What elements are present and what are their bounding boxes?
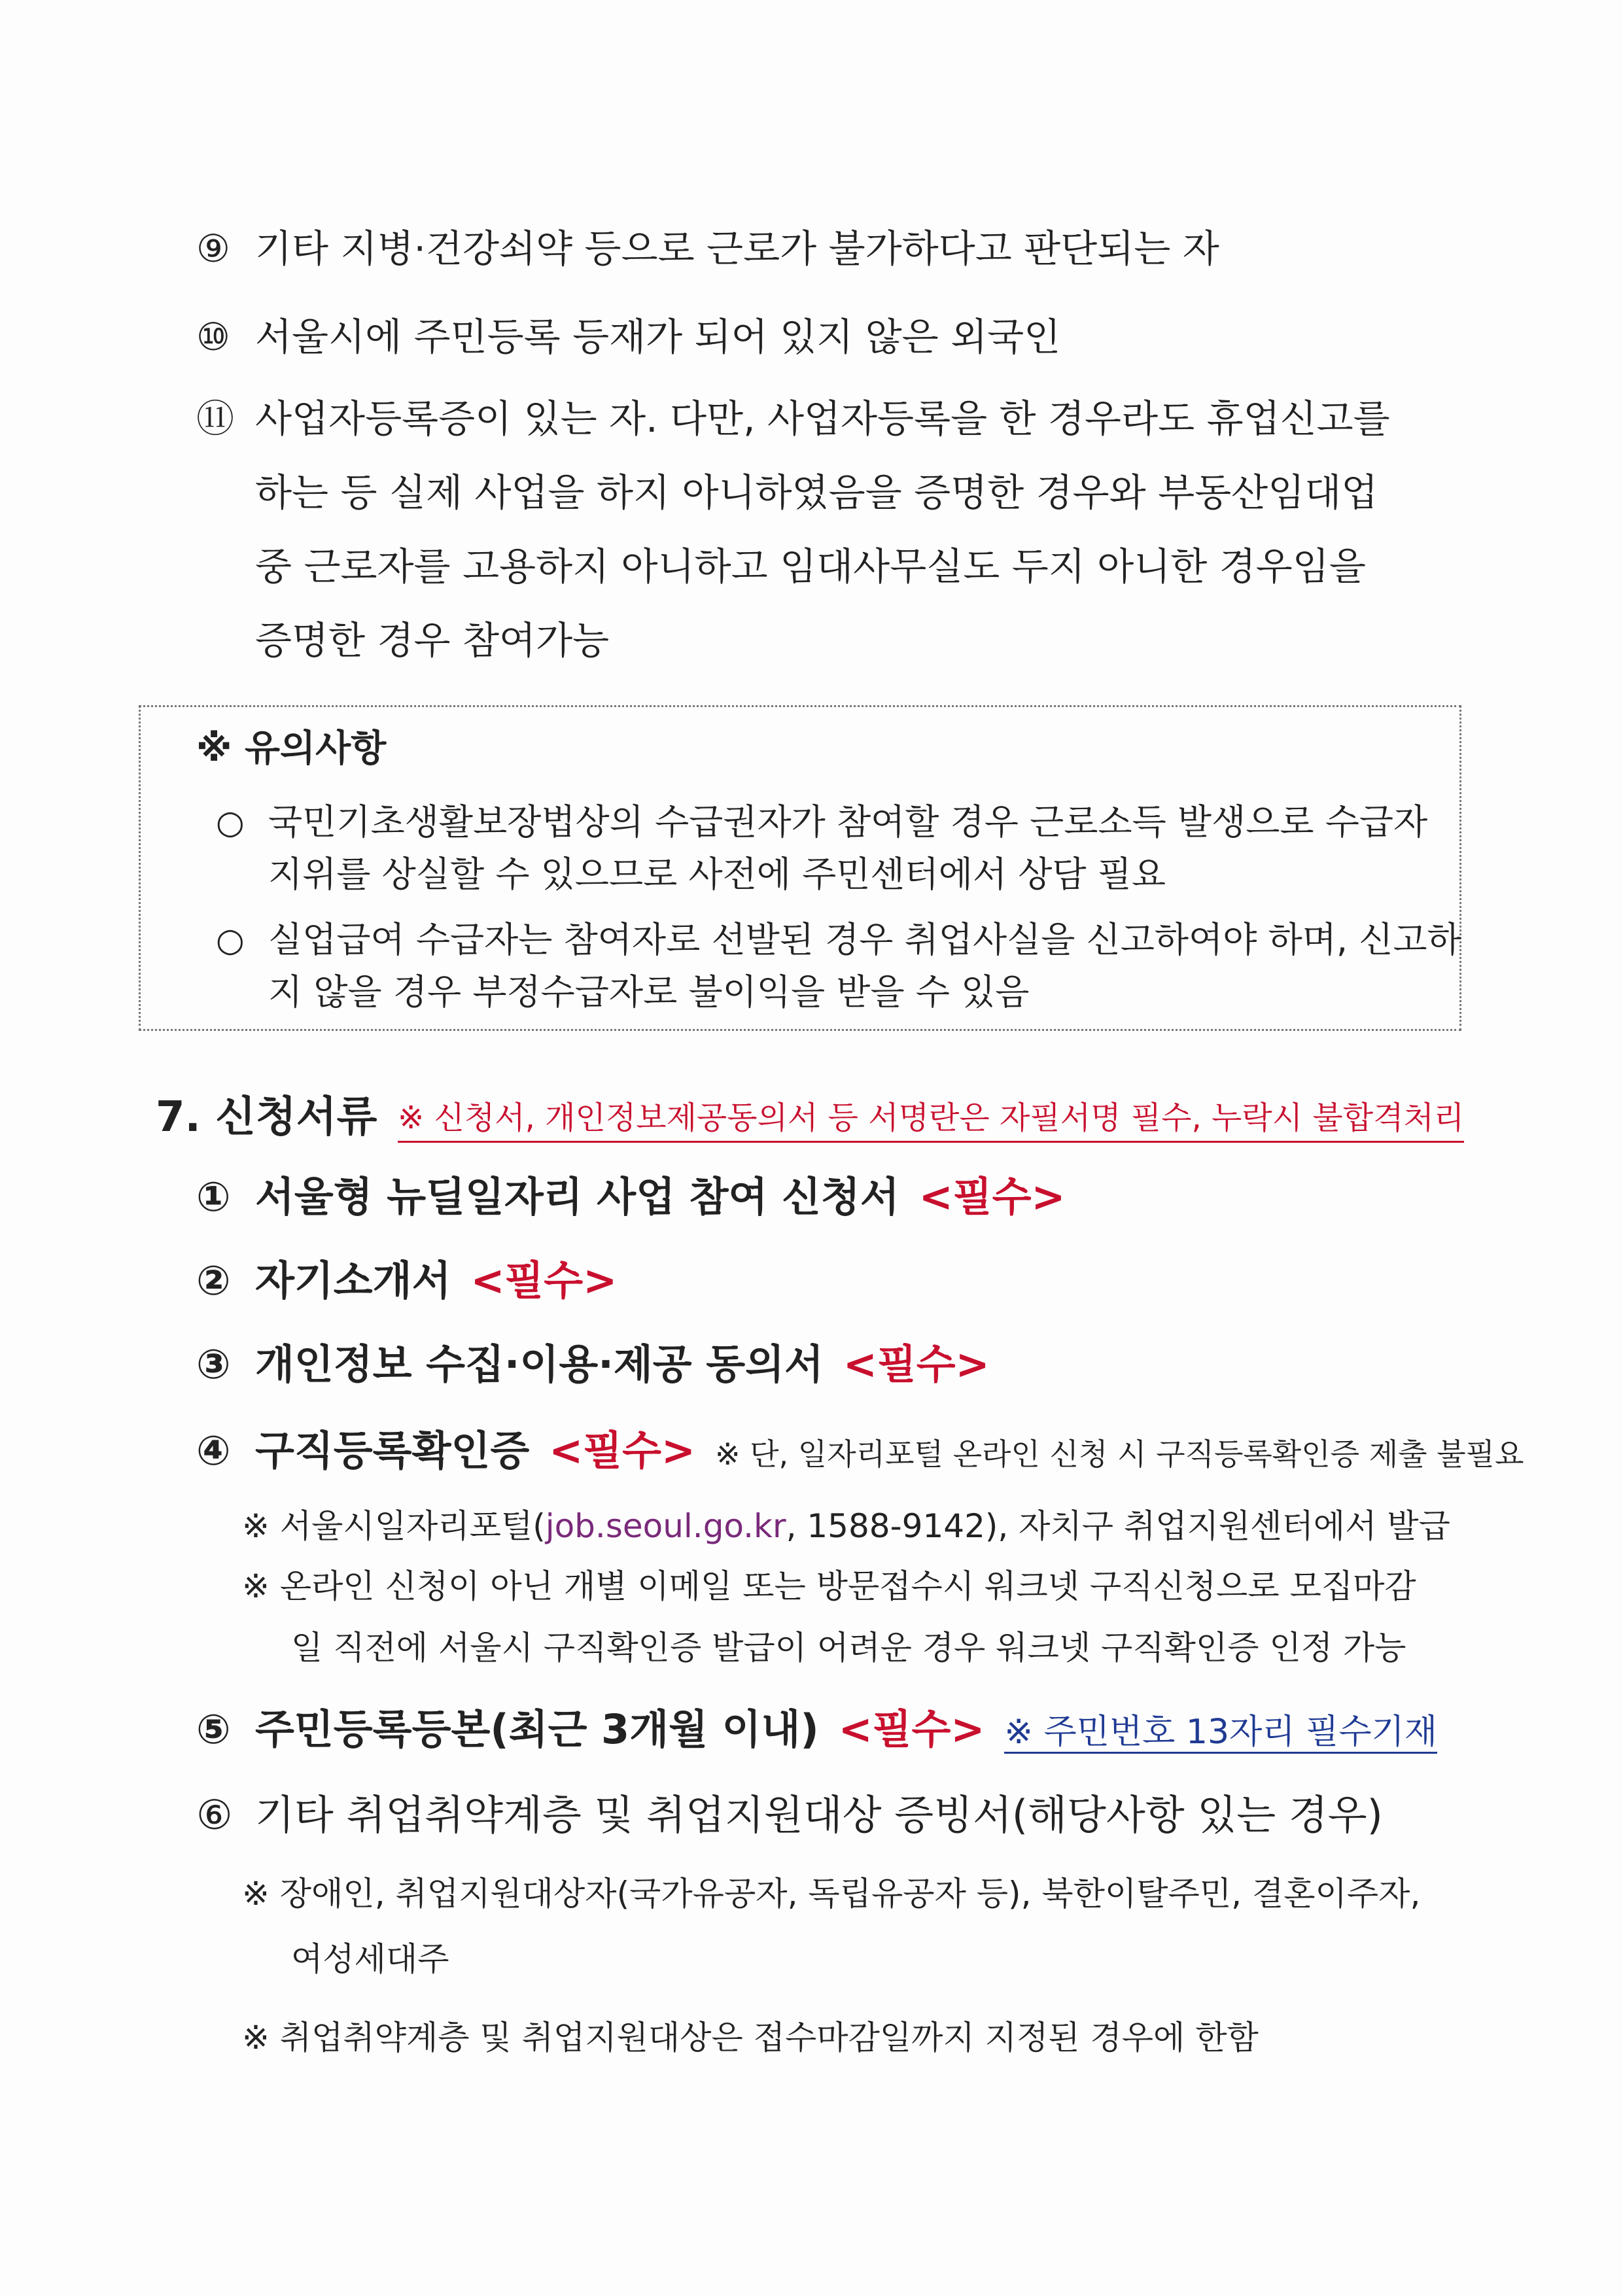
item-9-mark: ⑨: [196, 226, 230, 271]
item-11-text-line2: 하는 등 실제 사업을 하지 아니하였음을 증명한 경우와 부동산임대업: [255, 470, 1378, 515]
required-badge: <필수>: [470, 1257, 618, 1304]
item-11-mark: ⑪: [196, 396, 235, 441]
required-badge: <필수>: [838, 1705, 985, 1753]
doc-item-6-subnote-1-line1: ※ 장애인, 취업지원대상자(국가유공자, 독립유공자 등), 북한이탈주민, 결혼이주자,: [242, 1875, 1421, 1913]
doc-item-3: [196, 1338, 990, 1391]
required-badge: <필수>: [918, 1173, 1066, 1221]
doc-item-4-subnote-1: [242, 1505, 1450, 1548]
item-10-text: 서울시에 주민등록 등재가 되어 있지 않은 외국인: [255, 315, 1061, 359]
notice-title: ※ 유의사항: [196, 727, 387, 770]
subnote-1-prefix: ※ 서울시일자리포털(: [242, 1507, 546, 1545]
doc-item-5-mark: ⑤: [196, 1705, 231, 1753]
notice-item-1-line1: 국민기초생활보장법상의 수급권자가 참여할 경우 근로소득 발생으로 수급자: [268, 801, 1428, 843]
item-9-text: 기타 지병·건강쇠약 등으로 근로가 불가하다고 판단되는 자: [255, 226, 1219, 271]
doc-item-1-mark: ①: [196, 1173, 231, 1221]
doc-item-2-mark: ②: [196, 1257, 231, 1304]
doc-item-2-text: 자기소개서: [255, 1257, 451, 1304]
section-7-signature-note: ※ 신청서, 개인정보제공동의서 등 서명란은 자필서명 필수, 누락시 불합격처리: [398, 1096, 1464, 1143]
notice-item-2-line2: 지 않을 경우 부정수급자로 불이익을 받을 수 있음: [268, 971, 1030, 1013]
doc-item-3-text: 개인정보 수집·이용·제공 동의서: [255, 1340, 824, 1388]
notice-bullet-1: ○: [216, 803, 245, 841]
doc-item-4-note: ※ 단, 일자리포털 온라인 신청 시 구직등록확인증 제출 불필요: [714, 1436, 1524, 1472]
doc-item-6: [196, 1789, 1383, 1841]
doc-item-5: [196, 1703, 1437, 1758]
doc-item-3-mark: ③: [196, 1340, 231, 1388]
doc-item-4-text: 구직등록확인증: [255, 1427, 530, 1474]
list-item-11: [196, 396, 1390, 442]
required-badge: <필수>: [843, 1340, 990, 1388]
doc-item-5-text: 주민등록등본(최근 3개월 이내): [255, 1705, 819, 1753]
notice-item-1-line2: 지위를 상실할 수 있으므로 사전에 주민센터에서 상담 필요: [268, 854, 1166, 895]
job-portal-link[interactable]: job.seoul.go.kr: [545, 1507, 786, 1545]
doc-item-4-subnote-2-line2: 일 직전에 서울시 구직확인증 발급이 어려운 경우 워크넷 구직확인증 인정 가능: [291, 1629, 1406, 1667]
subnote-1-suffix: , 1588-9142), 자치구 취업지원센터에서 발급: [786, 1507, 1450, 1545]
doc-item-4: [196, 1425, 1524, 1480]
notice-item-2-line1: 실업급여 수급자는 참여자로 선발된 경우 취업사실을 신고하여야 하며, 신고하: [268, 919, 1461, 960]
doc-item-6-text: 기타 취업취약계층 및 취업지원대상 증빙서(해당사항 있는 경우): [255, 1791, 1383, 1839]
doc-item-4-subnote-2-line1: ※ 온라인 신청이 아닌 개별 이메일 또는 방문접수시 워크넷 구직신청으로 모집마감: [242, 1567, 1416, 1605]
item-10-mark: ⑩: [196, 315, 230, 359]
notice-bullet-2: ○: [216, 921, 245, 959]
doc-item-1-text: 서울형 뉴딜일자리 사업 참여 신청서: [255, 1173, 899, 1221]
list-item-9: [196, 226, 1219, 271]
doc-item-6-mark: ⑥: [196, 1791, 233, 1839]
doc-item-6-subnote-2: ※ 취업취약계층 및 취업지원대상은 접수마감일까지 지정된 경우에 한함: [242, 2019, 1259, 2057]
section-7-title: 7. 신청서류: [156, 1093, 377, 1141]
required-badge: <필수>: [549, 1427, 695, 1474]
list-item-10: [196, 314, 1060, 360]
doc-item-4-mark: ④: [196, 1427, 231, 1474]
doc-item-1: [196, 1171, 1065, 1223]
item-11-text-line4: 증명한 경우 참여가능: [255, 618, 610, 663]
doc-item-5-note: ※ 주민번호 13자리 필수기재: [1004, 1713, 1437, 1754]
item-11-text-line3: 중 근로자를 고용하지 아니하고 임대사무실도 두지 아니한 경우임을: [255, 544, 1366, 589]
item-11-text-line1: 사업자등록증이 있는 자. 다만, 사업자등록을 한 경우라도 휴업신고를: [255, 396, 1390, 441]
doc-item-6-subnote-1-line2: 여성세대주: [291, 1940, 449, 1978]
doc-item-2: [196, 1255, 617, 1307]
